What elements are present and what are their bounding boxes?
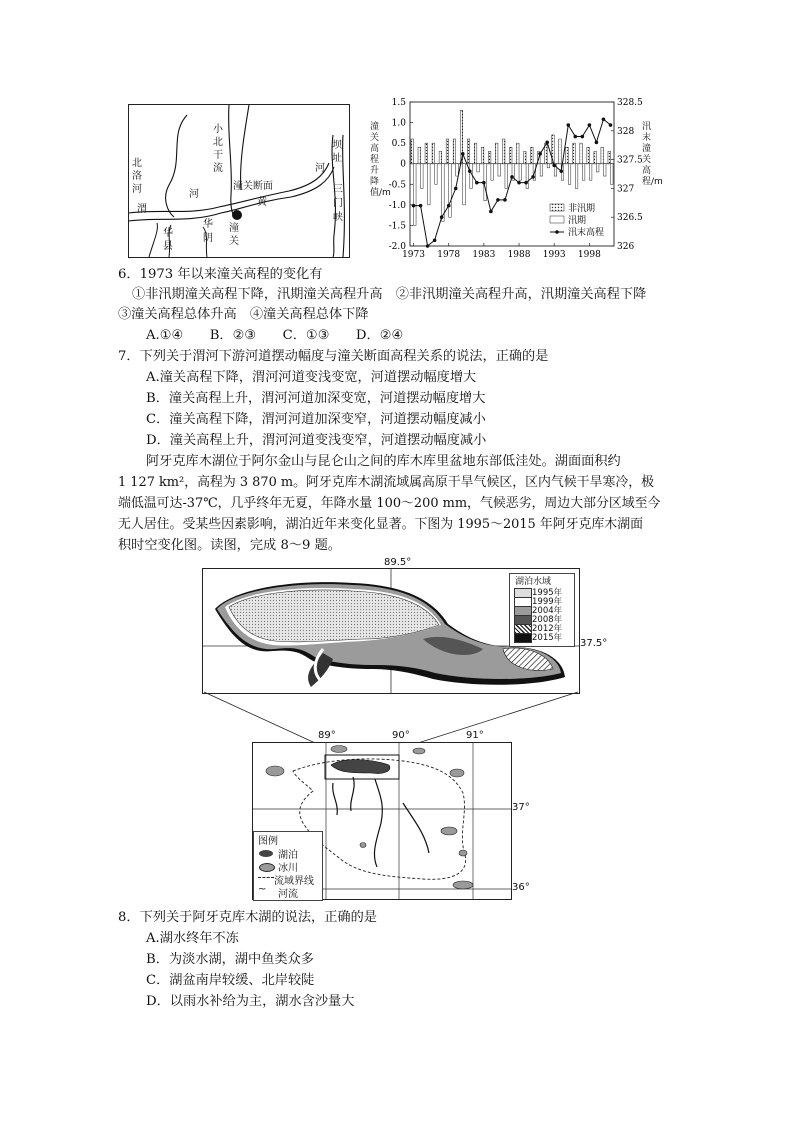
label-huaxian: 华县 [163,228,173,252]
q7-option-c: C．潼关高程下降，渭河河道加深变窄，河道摆动幅度减小 [146,412,486,427]
bar-flood [610,164,613,185]
bar-nonflood [474,143,477,164]
legend-river-swatch: ~ [258,884,267,895]
bar-nonflood [601,147,604,163]
bar-flood [470,164,473,189]
y-right-tick-label: 328 [617,126,635,137]
q8-option-a: A.湖水终年不冻 [146,931,239,946]
bar-nonflood [411,139,414,164]
point-end-elevation [566,123,570,127]
passage-line1: 阿牙克库木湖位于阿尔金山与昆仑山之间的库木库里盆地东部低洼处。湖面面积约 [146,454,621,469]
point-end-elevation [595,141,599,145]
label-xiaobei: 小北干流 [213,124,223,174]
bar-nonflood [495,143,498,164]
y-left-tick-label: -0.5 [388,180,406,191]
point-end-elevation [602,117,606,121]
bar-nonflood [587,147,590,163]
passage-line3: 端低温可达-37℃，几乎终年无夏，年降水量 100～200 mm，气候恶劣，周边大部分区域至今 [118,496,661,511]
q8-option-b: B．为淡水湖，湖中鱼类众多 [146,952,314,967]
bar-nonflood [566,147,569,163]
legend-1999: 1999年 [532,597,563,607]
bar-flood [449,164,452,217]
bar-nonflood [453,139,456,164]
point-end-elevation [454,187,458,191]
bar-flood [442,164,445,222]
point-end-elevation [524,181,528,185]
bar-nonflood [517,143,520,164]
point-end-elevation [461,152,465,156]
lat-36: 36° [512,882,530,893]
point-end-elevation [552,164,556,168]
lat-37: 37° [512,802,530,813]
point-end-elevation [489,210,493,214]
y-left-label: 潼关高程升降值/m [370,122,391,198]
point-end-elevation [574,135,578,139]
y-left-tick-label: 1.0 [391,118,406,129]
basin-legend [253,831,323,901]
point-end-elevation [433,238,437,242]
y-right-label: 汛末潼关高程/m [642,122,663,187]
bar-flood [463,164,466,205]
q7-option-b: B．潼关高程上升，渭河河道加深变宽，河道摆动幅度增大 [146,391,486,406]
y-right-tick-label: 328.5 [617,98,643,108]
label-he1: 河 [189,189,199,200]
y-right-tick-label: 327.5 [617,155,643,166]
bar-flood [568,164,571,185]
bar-nonflood [432,143,435,164]
legend-boundary: 流域界线 [274,876,314,887]
y-left-tick-label: 0.5 [391,139,406,150]
point-end-elevation [531,175,535,179]
bar-flood [596,164,599,172]
y-right-tick-label: 327 [617,184,635,195]
point-end-elevation [581,135,585,139]
bar-nonflood [509,147,512,163]
bar-flood [603,164,606,176]
bar-nonflood [481,147,484,163]
point-end-elevation [426,244,430,248]
x-tick-label: 1978 [437,250,461,260]
tongguan-map [128,104,350,258]
x-tick-label: 1993 [542,250,566,260]
label-wei: 渭 [137,204,147,215]
bar-nonflood [488,151,491,163]
bar-nonflood [531,147,534,163]
bar-nonflood [446,139,449,164]
point-end-elevation [588,123,592,127]
lat-37-5: 37.5° [580,638,608,649]
lake-legend [509,573,575,647]
legend-boundary-swatch [258,877,274,878]
tongguan-chart [362,92,662,262]
bar-flood [505,164,508,189]
bar-flood [414,164,417,226]
lon-89-5: 89.5° [384,557,412,568]
legend-nonflood: 非汛期 [568,204,596,214]
bar-flood [435,164,438,185]
point-end-elevation [510,175,514,179]
legend-swatch-2015 [514,633,532,643]
bar-nonflood [580,143,583,164]
bar-nonflood [425,143,428,164]
legend-1995: 1995年 [532,588,563,598]
bar-nonflood [418,147,421,163]
lon-89: 89° [318,730,336,741]
bar-flood [421,164,424,189]
point-end-elevation [609,123,613,127]
bar-flood [547,164,550,168]
y-left-tick-label: 1.5 [391,98,406,108]
point-end-elevation [503,198,507,202]
bar-flood [498,164,501,176]
bar-flood [575,164,578,189]
y-left-tick-label: -1.0 [388,200,406,211]
bar-nonflood [573,143,576,164]
q8-option-d: D．以雨水补给为主，湖水含沙量大 [146,994,355,1009]
q7-option-d: D．潼关高程上升，渭河河道变浅变窄，河道摆动幅度减小 [146,433,487,448]
point-end-elevation [517,181,521,185]
legend-2008: 2008年 [532,615,563,625]
legend-end-elevation: 汛末高程 [568,228,605,238]
legend-lake-swatch [259,850,273,857]
point-end-elevation [475,181,479,185]
q7-option-a: A.潼关高程下降，渭河河道变浅变宽，河道摆动幅度增大 [146,370,477,385]
legend-swatch-flood [550,216,564,223]
bar-nonflood [608,151,611,163]
q6-line1: ①非汛期潼关高程下降，汛期潼关高程升高 ②非汛期潼关高程升高，汛期潼关高程下降 [132,287,647,302]
label-huang: 黄 [257,197,267,208]
legend-glacier-swatch [259,863,275,872]
q6-stem: 6．1973 年以来潼关高程的变化有 [118,267,323,282]
point-end-elevation [545,141,549,145]
x-tick-label: 1973 [402,250,425,260]
bar-flood [582,164,585,180]
bar-nonflood [439,151,442,163]
legend-swatch-nonflood [550,204,564,211]
label-he2: 河 [315,163,325,174]
point-end-elevation [447,204,451,208]
chart-svg [362,92,662,262]
label-sanmenxia: 三门峡 [333,184,343,223]
label-tongguan: 潼关 [229,223,239,247]
point-end-elevation [538,152,542,156]
passage-line5: 积时空变化图。读图，完成 8～9 题。 [118,538,341,553]
lake-change-map [202,568,580,694]
x-tick-label: 1998 [577,250,601,260]
connector-lines [200,690,400,750]
q6-line2: ③潼关高程总体升高 ④潼关高程总体下降 [118,307,369,322]
q7-stem: 7．下列关于渭河下游河道摆动幅度与潼关断面高程关系的说法，正确的是 [118,349,549,364]
bar-flood [428,164,431,205]
y-right-tick-label: 326 [617,242,635,252]
y-left-tick-label: 0 [400,159,406,170]
q6-options: A.①④ B．②③ C．①③ D．②④ [146,328,404,343]
point-end-elevation [496,198,500,202]
bar-nonflood [594,151,597,163]
y-left-tick-label: -1.5 [388,221,406,232]
legend-river: 河流 [278,889,298,900]
x-tick-label: 1988 [507,250,531,260]
lon-91: 91° [466,730,484,741]
legend-glacier: 冰川 [278,863,298,874]
point-end-elevation [468,169,472,173]
point-end-elevation [559,169,563,173]
point-end-elevation [440,215,444,219]
bar-flood [519,164,522,180]
bar-flood [456,164,459,176]
bar-flood [526,164,529,189]
label-tongguan-section: 潼关断面 [233,181,273,192]
q8-option-c: C．湖盆南岸较缓、北岸较陡 [146,973,315,988]
label-bazhi: 坝址 [332,140,342,164]
bar-nonflood [559,139,562,164]
legend-swatch-dot [555,230,559,234]
point-end-elevation [419,204,423,208]
bar-flood [477,164,480,172]
q8-stem: 8．下列关于阿牙克库木湖的说法，正确的是 [118,910,377,925]
legend-2012: 2012年 [532,624,563,634]
bar-flood [491,164,494,180]
label-beiluohe: 北洛河 [132,158,142,195]
passage-line2: 1 127 km²，高程为 3 870 m。阿牙克库木湖流域属高原干旱气候区，区内气候干旱寒冷，极 [118,475,655,490]
bar-nonflood [467,139,470,164]
bar-nonflood [502,139,505,164]
bar-nonflood [524,151,527,163]
y-right-tick-label: 326.5 [617,213,643,224]
legend-flood: 汛期 [568,216,587,226]
bar-flood [540,164,543,176]
y-left-tick-label: -2.0 [388,242,406,252]
lon-90: 90° [392,730,410,741]
legend-2015: 2015年 [532,633,563,643]
bar-flood [589,164,592,180]
basin-legend-title: 图例 [258,836,278,847]
x-tick-label: 1983 [472,250,496,260]
point-end-elevation [412,204,416,208]
legend-2004: 2004年 [532,606,563,616]
point-end-elevation [482,181,486,185]
passage-line4: 无人居住。受某些因素影响，湖泊近年来变化显著。下图为 1995～2015 年阿牙克库木湖面 [118,517,643,532]
basin-map [252,742,512,900]
legend-lake: 湖泊 [278,850,298,861]
label-huayin: 华阴 [203,219,213,244]
lake-legend-title: 湖泊水域 [515,577,552,587]
